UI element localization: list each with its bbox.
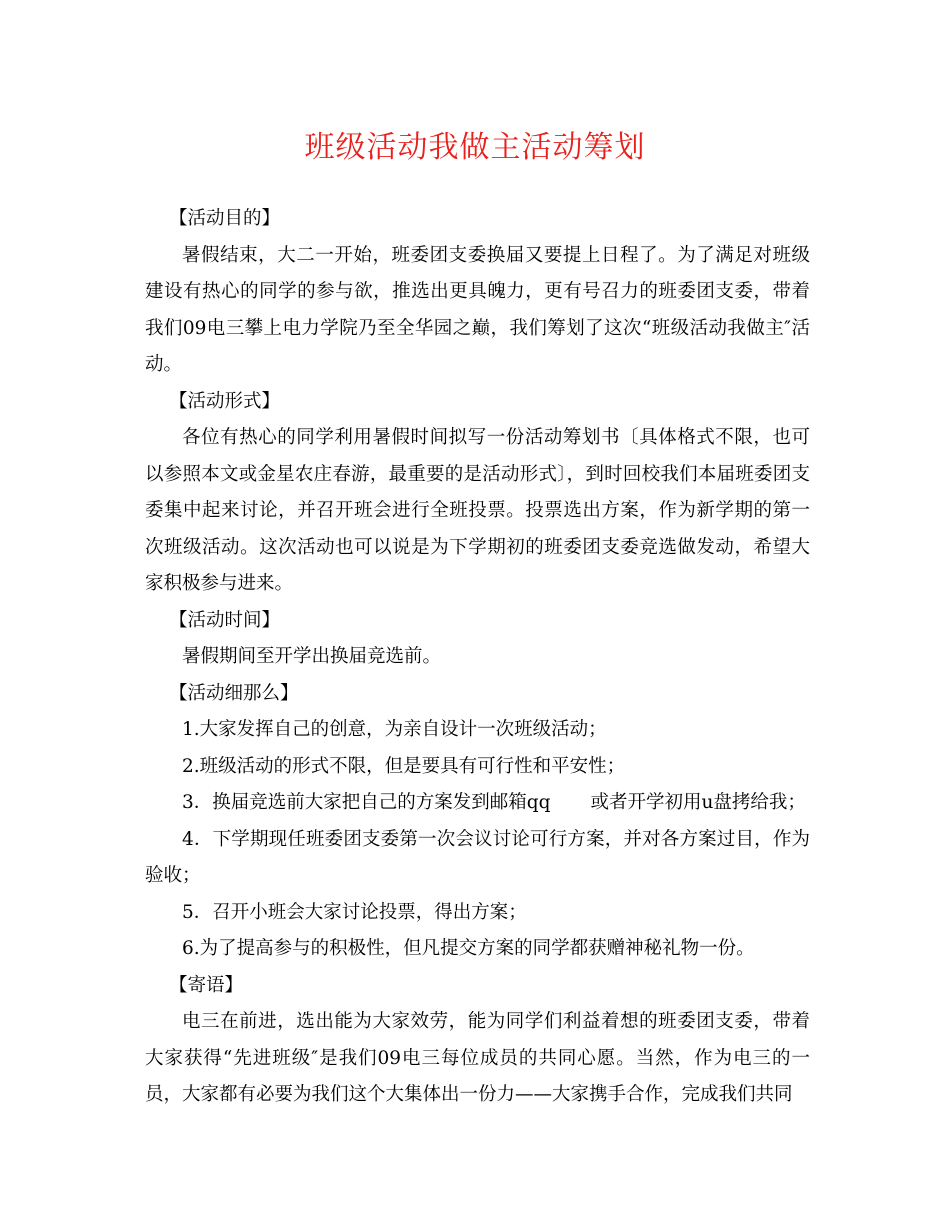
time-paragraph: 暑假期间至开学出换届竞选前。 [182, 646, 442, 667]
details-item-3-part-a: 3．换届竞选前大家把自己的方案发到邮箱qq [182, 792, 551, 813]
document-title: 班级活动我做主活动筹划 [304, 130, 646, 165]
form-paragraph: 各位有热心的同学利用暑假时间拟写一份活动筹划书〔具体格式不限，也可以参照本文或金星农庄春游，最重要的是活动形式〕，到时回校我们本届班委团支委集中起来讨论，并召开班会进行全班投票。投票选出方案，作为新学期的第一次班级活动。这次活动也可以说是为下学期初的班委团支委竞选做发动，希望大家积极参与进来。 [145, 427, 810, 594]
details-item-6: 6.为了提高参与的积极性，但凡提交方案的同学都获赠神秘礼物一份。 [182, 938, 755, 959]
details-item-5: 5．召开小班会大家讨论投票，得出方案； [182, 901, 527, 923]
details-item-4: 4．下学期现任班委团支委第一次会议讨论可行方案，并对各方案过目，作为验收； [145, 828, 810, 886]
message-heading: 【寄语】 [169, 974, 244, 996]
purpose-paragraph: 暑假结束，大二一开始，班委团支委换届又要提上日程了。为了满足对班级建设有热心的同学的参与欲，推选出更具魄力，更有号召力的班委团支委，带着我们09电三攀上电力学院乃至全华园之巅，我们筹划了这次“班级活动我做主″活动。 [145, 244, 810, 375]
details-item-3 [145, 785, 810, 822]
details-item-3-part-b: 或者开学初用u盘拷给我； [590, 792, 806, 813]
document-body [145, 201, 810, 1114]
details-heading: 【活动细那么】 [169, 682, 299, 704]
purpose-heading: 【活动目的】 [169, 208, 281, 229]
time-heading: 【活动时间】 [169, 609, 281, 631]
details-item-1: 1.大家发挥自己的创意，为亲自设计一次班级活动； [182, 719, 607, 740]
form-heading: 【活动形式】 [169, 390, 281, 412]
details-item-2: 2.班级活动的形式不限，但是要具有可行性和平安性； [182, 755, 626, 777]
message-paragraph: 电三在前进，选出能为大家效劳，能为同学们利益着想的班委团支委，带着大家获得“先进班级″是我们09电三每位成员的共同心愿。当然，作为电三的一员，大家都有必要为我们这个大集体出一份力——大家携手合作，完成我们共同 [145, 1011, 810, 1105]
